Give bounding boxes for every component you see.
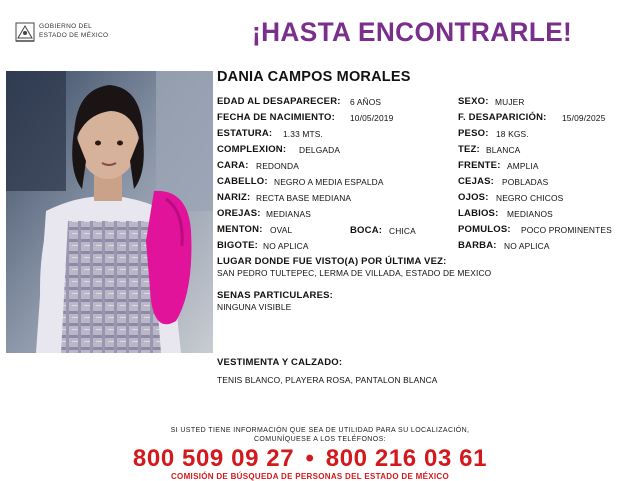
mouth-label: BOCA: bbox=[350, 225, 383, 236]
hair-value: NEGRO A MEDIA ESPALDA bbox=[274, 177, 384, 187]
last-seen-value: SAN PEDRO TULTEPEC, LERMA DE VILLADA, ESTADO DE MEXICO bbox=[217, 268, 492, 278]
build-label: COMPLEXION: bbox=[217, 144, 287, 155]
beard-label: BARBA: bbox=[458, 240, 497, 251]
eyes-value: NEGRO CHICOS bbox=[496, 193, 564, 203]
disappearance-date-label: F. DESAPARICIÓN: bbox=[458, 112, 547, 123]
face-value: REDONDA bbox=[256, 161, 299, 171]
forehead-value: AMPLIA bbox=[507, 161, 539, 171]
phone-number-1[interactable]: 800 509 09 27 bbox=[132, 445, 295, 472]
clothing-label: VESTIMENTA Y CALZADO: bbox=[217, 357, 343, 368]
eyebrows-value: POBLADAS bbox=[502, 177, 549, 187]
hair-label: CABELLO: bbox=[217, 176, 268, 187]
nose-label: NARIZ: bbox=[217, 192, 251, 203]
cheekbones-value: POCO PROMINENTES bbox=[521, 225, 612, 235]
height-value: 1.33 MTS. bbox=[283, 129, 323, 139]
mustache-label: BIGOTE: bbox=[217, 240, 258, 251]
eyes-label: OJOS: bbox=[458, 192, 489, 203]
phone-separator: • bbox=[305, 445, 315, 472]
lips-value: MEDIANOS bbox=[507, 209, 553, 219]
chin-label: MENTON: bbox=[217, 224, 263, 235]
clothing-value: TENIS BLANCO, PLAYERA ROSA, PANTALON BLANCA bbox=[217, 375, 438, 385]
distinguishing-marks-label: SENAS PARTICULARES: bbox=[217, 290, 334, 301]
ears-label: OREJAS: bbox=[217, 208, 261, 219]
contact-note-line1: SI USTED TIENE INFORMACIÓN QUE SEA DE UTILIDAD PARA SU LOCALIZACIÓN, bbox=[170, 427, 470, 434]
ears-value: MEDIANAS bbox=[266, 209, 311, 219]
height-label: ESTATURA: bbox=[217, 128, 273, 139]
weight-value: 18 KGS. bbox=[496, 129, 529, 139]
logo-text-line2: ESTADO DE MÉXICO bbox=[39, 32, 109, 39]
eyebrows-label: CEJAS: bbox=[458, 176, 495, 187]
logo-text-line1: GOBIERNO DEL bbox=[39, 23, 93, 30]
weight-label: PESO: bbox=[458, 128, 489, 139]
distinguishing-marks-value: NINGUNA VISIBLE bbox=[217, 302, 292, 312]
birthdate-value: 10/05/2019 bbox=[350, 113, 394, 123]
sex-label: SEXO: bbox=[458, 96, 489, 107]
child-photo-illustration bbox=[6, 71, 213, 353]
skin-value: BLANCA bbox=[486, 145, 521, 155]
build-value: DELGADA bbox=[299, 145, 341, 155]
person-name: DANIA CAMPOS MORALES bbox=[217, 69, 411, 85]
age-label: EDAD AL DESAPARECER: bbox=[217, 96, 341, 107]
contact-note-line2: COMUNÍQUESE A LOS TELÉFONOS: bbox=[253, 436, 387, 443]
beard-value: NO APLICA bbox=[504, 241, 550, 251]
chin-value: OVAL bbox=[270, 225, 293, 235]
person-photo bbox=[6, 71, 213, 353]
birthdate-label: FECHA DE NACIMIENTO: bbox=[217, 112, 335, 123]
age-value: 6 AÑOS bbox=[350, 97, 382, 107]
cheekbones-label: POMULOS: bbox=[458, 224, 511, 235]
lips-label: LABIOS: bbox=[458, 208, 499, 219]
mustache-value: NO APLICA bbox=[263, 241, 309, 251]
mouth-value: CHICA bbox=[389, 226, 416, 236]
phone-numbers bbox=[0, 445, 620, 473]
disappearance-date-value: 15/09/2025 bbox=[562, 113, 606, 123]
state-emblem-icon bbox=[14, 20, 36, 44]
last-seen-label: LUGAR DONDE FUE VISTO(A) POR ÚLTIMA VEZ: bbox=[217, 256, 447, 267]
nose-value: RECTA BASE MEDIANA bbox=[256, 193, 352, 203]
sex-value: MUJER bbox=[495, 97, 525, 107]
commission-name: COMISIÓN DE BÚSQUEDA DE PERSONAS DEL ESTADO DE MÉXICO bbox=[170, 472, 449, 481]
headline: ¡HASTA ENCONTRARLE! bbox=[252, 17, 573, 47]
phone-number-2[interactable]: 800 216 03 61 bbox=[325, 445, 488, 472]
skin-label: TEZ: bbox=[458, 144, 480, 155]
forehead-label: FRENTE: bbox=[458, 160, 501, 171]
face-label: CARA: bbox=[217, 160, 249, 171]
government-logo bbox=[14, 20, 124, 46]
